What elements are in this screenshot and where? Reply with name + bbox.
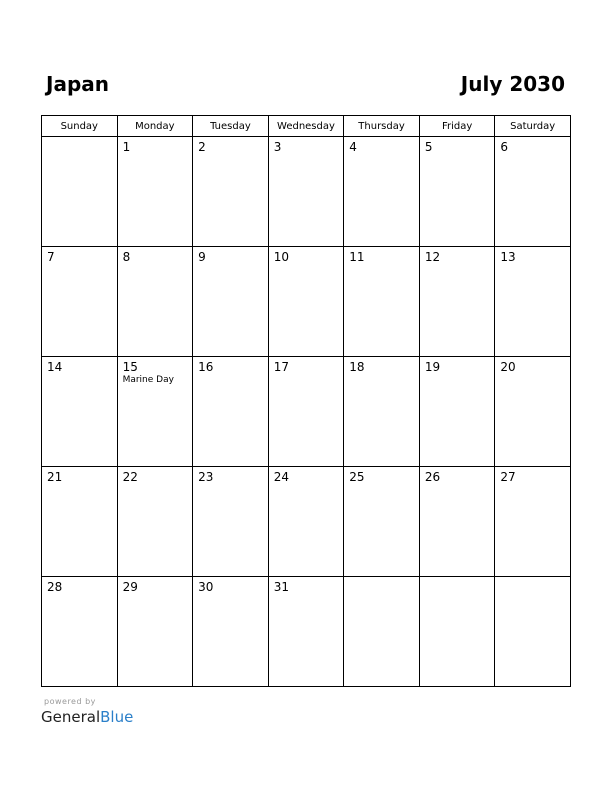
- day-number: 24: [273, 470, 289, 484]
- day-number: 25: [349, 470, 365, 484]
- day-number: [344, 577, 419, 580]
- day-cell: [193, 247, 269, 357]
- day-number: 8: [122, 250, 131, 264]
- day-cell: [193, 577, 269, 687]
- day-number: 5: [424, 140, 433, 154]
- weekday-thursday: Thursday: [344, 116, 420, 137]
- day-cell: [42, 467, 118, 577]
- day-cell: [344, 467, 420, 577]
- day-number: 19: [424, 360, 441, 374]
- day-cell: [495, 467, 571, 577]
- day-number: 12: [424, 250, 441, 264]
- weekday-sunday: Sunday: [42, 116, 118, 137]
- day-cell: [117, 247, 193, 357]
- brand-logo: [41, 707, 133, 727]
- day-cell: [268, 357, 344, 467]
- weekday-friday: Friday: [419, 116, 495, 137]
- day-number: 3: [273, 140, 282, 154]
- day-number: 13: [500, 250, 516, 264]
- day-cell: [344, 577, 420, 687]
- day-number: 11: [349, 250, 365, 264]
- day-number: 6: [500, 140, 509, 154]
- day-number: 2: [198, 140, 206, 154]
- day-number: 1: [122, 140, 131, 154]
- day-cell: [419, 137, 495, 247]
- powered-by-text: powered by: [44, 697, 96, 706]
- day-cell: [193, 467, 269, 577]
- weekday-tuesday: Tuesday: [193, 116, 269, 137]
- day-number: 20: [500, 360, 516, 374]
- day-cell: [495, 577, 571, 687]
- day-number: 31: [273, 580, 289, 594]
- footer-branding: [41, 696, 133, 727]
- brand-name-general: General: [41, 708, 101, 726]
- day-number: 10: [273, 250, 289, 264]
- week-row: [42, 247, 571, 357]
- day-number: 23: [198, 470, 214, 484]
- day-cell: [42, 247, 118, 357]
- day-number: [42, 137, 117, 140]
- day-number: 29: [122, 580, 138, 594]
- day-number: 18: [349, 360, 365, 374]
- day-number: 21: [47, 470, 63, 484]
- week-row: [42, 467, 571, 577]
- day-cell: [117, 467, 193, 577]
- weekday-wednesday: Wednesday: [268, 116, 344, 137]
- day-number: 7: [47, 250, 55, 264]
- day-number: 15: [122, 360, 138, 374]
- day-cell: [419, 577, 495, 687]
- day-cell: [117, 137, 193, 247]
- day-cell: [193, 357, 269, 467]
- day-number: [420, 577, 495, 580]
- day-cell: [193, 137, 269, 247]
- day-cell: [419, 357, 495, 467]
- day-number: 22: [122, 470, 138, 484]
- day-cell: [42, 577, 118, 687]
- day-cell: [117, 357, 193, 467]
- calendar-grid: [41, 115, 571, 687]
- day-cell: [495, 357, 571, 467]
- day-number: 26: [424, 470, 441, 484]
- day-number: 9: [198, 250, 206, 264]
- day-cell: [495, 137, 571, 247]
- day-cell: [419, 467, 495, 577]
- day-cell: [117, 577, 193, 687]
- weekday-header-row: [42, 116, 571, 137]
- week-row: [42, 577, 571, 687]
- day-cell: [42, 357, 118, 467]
- day-cell: [344, 247, 420, 357]
- weekday-monday: Monday: [117, 116, 193, 137]
- holiday-label: Marine Day: [122, 375, 174, 385]
- day-number: 17: [273, 360, 289, 374]
- brand-name-blue: Blue: [100, 708, 134, 726]
- day-cell: [268, 137, 344, 247]
- day-number: 28: [47, 580, 63, 594]
- day-number: [495, 577, 570, 580]
- day-number: 27: [500, 470, 516, 484]
- week-row: [42, 357, 571, 467]
- day-cell: [268, 247, 344, 357]
- day-cell: [419, 247, 495, 357]
- day-cell: [344, 357, 420, 467]
- day-number: 16: [198, 360, 214, 374]
- day-number: 14: [47, 360, 63, 374]
- day-cell: [268, 577, 344, 687]
- month-year-title: July 2030: [460, 72, 565, 96]
- weekday-saturday: Saturday: [495, 116, 571, 137]
- day-number: 30: [198, 580, 214, 594]
- day-number: 4: [349, 140, 357, 154]
- day-cell: [268, 467, 344, 577]
- week-row: [42, 137, 571, 247]
- day-cell: [344, 137, 420, 247]
- day-cell: [495, 247, 571, 357]
- day-cell: [42, 137, 118, 247]
- country-title: Japan: [46, 72, 109, 96]
